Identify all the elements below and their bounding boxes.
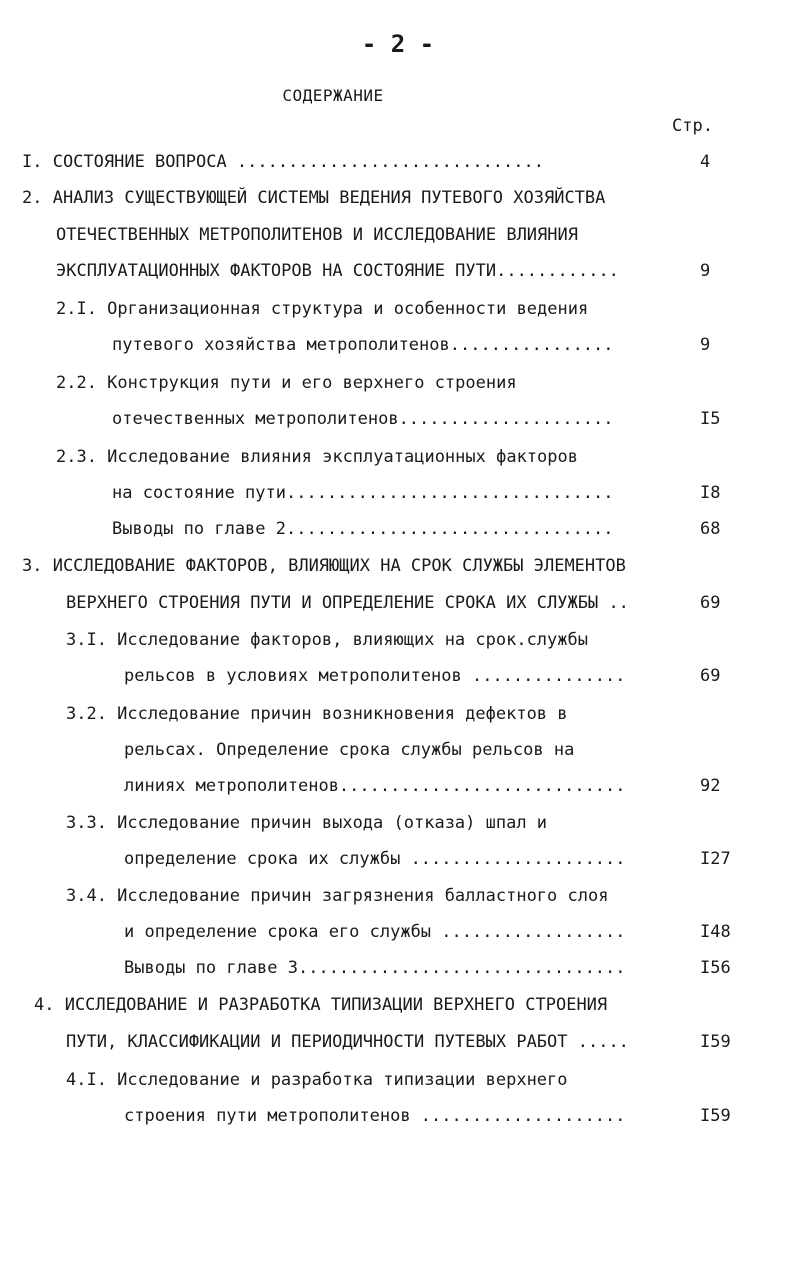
toc-line: 3.4. Исследование причин загрязнения балластного слоя: [66, 886, 609, 906]
toc-line: рельсах. Определение срока службы рельсов на: [124, 740, 575, 760]
toc-page-number: 69: [700, 593, 721, 613]
toc-line: строения пути метрополитенов ....................: [124, 1106, 626, 1126]
page-column-label: Стр.: [672, 116, 713, 136]
contents-heading: СОДЕРЖАНИЕ: [282, 86, 384, 105]
toc-page-number: 9: [700, 261, 711, 281]
toc-line: ПУТИ, КЛАССИФИКАЦИИ И ПЕРИОДИЧНОСТИ ПУТЕВЫХ РАБОТ .....: [66, 1032, 629, 1052]
toc-page-number: 4: [700, 152, 711, 172]
page-number: - 2 -: [361, 30, 435, 58]
toc-line: ЭКСПЛУАТАЦИОННЫХ ФАКТОРОВ НА СОСТОЯНИЕ ПУТИ............: [56, 261, 619, 281]
toc-line: ОТЕЧЕСТВЕННЫХ МЕТРОПОЛИТЕНОВ И ИССЛЕДОВАНИЕ ВЛИЯНИЯ: [56, 225, 578, 245]
toc-line: и определение срока его службы ..................: [124, 922, 626, 942]
toc-page-number: I56: [700, 958, 731, 978]
toc-page-number: I8: [700, 483, 721, 503]
toc-page-number: 69: [700, 666, 721, 686]
toc-line: I. СОСТОЯНИЕ ВОПРОСА ..............................: [22, 152, 544, 172]
toc-line: Выводы по главе 2................................: [112, 519, 614, 539]
toc-page-number: I59: [700, 1106, 731, 1126]
toc-line: линиях метрополитенов............................: [124, 776, 626, 796]
toc-line: Выводы по главе 3................................: [124, 958, 626, 978]
toc-line: 3.3. Исследование причин выхода (отказа) шпал и: [66, 813, 548, 833]
toc-line: определение срока их службы .....................: [124, 849, 626, 869]
toc-line: 4.I. Исследование и разработка типизации верхнего: [66, 1070, 568, 1090]
toc-line: ВЕРХНЕГО СТРОЕНИЯ ПУТИ И ОПРЕДЕЛЕНИЕ СРОКА ИХ СЛУЖБЫ ..: [66, 593, 629, 613]
toc-page-number: I27: [700, 849, 731, 869]
toc-line: 2.3. Исследование влияния эксплуатационных факторов: [56, 447, 578, 467]
toc-line: рельсов в условиях метрополитенов ...............: [124, 666, 626, 686]
toc-page-number: I5: [700, 409, 721, 429]
toc-line: 2. АНАЛИЗ СУЩЕСТВУЮЩЕЙ СИСТЕМЫ ВЕДЕНИЯ ПУТЕВОГО ХОЗЯЙСТВА: [22, 188, 606, 208]
toc-page-number: I48: [700, 922, 731, 942]
toc-page-number: 9: [700, 335, 711, 355]
toc-page-number: 92: [700, 776, 721, 796]
toc-line: 3. ИССЛЕДОВАНИЕ ФАКТОРОВ, ВЛИЯЮЩИХ НА СРОК СЛУЖБЫ ЭЛЕМЕНТОВ: [22, 556, 626, 576]
toc-line: 2.I. Организационная структура и особенности ведения: [56, 299, 589, 319]
toc-page-number: 68: [700, 519, 721, 539]
toc-line: 4. ИССЛЕДОВАНИЕ И РАЗРАБОТКА ТИПИЗАЦИИ ВЕРХНЕГО СТРОЕНИЯ: [34, 995, 608, 1015]
toc-line: 3.I. Исследование факторов, влияющих на срок.службы: [66, 630, 588, 650]
toc-line: на состояние пути................................: [112, 483, 614, 503]
toc-line: отечественных метрополитенов.....................: [112, 409, 614, 429]
toc-line: 3.2. Исследование причин возникновения дефектов в: [66, 704, 568, 724]
toc-line: путевого хозяйства метрополитенов................: [112, 335, 614, 355]
toc-line: 2.2. Конструкция пути и его верхнего строения: [56, 373, 517, 393]
toc-page-number: I59: [700, 1032, 731, 1052]
